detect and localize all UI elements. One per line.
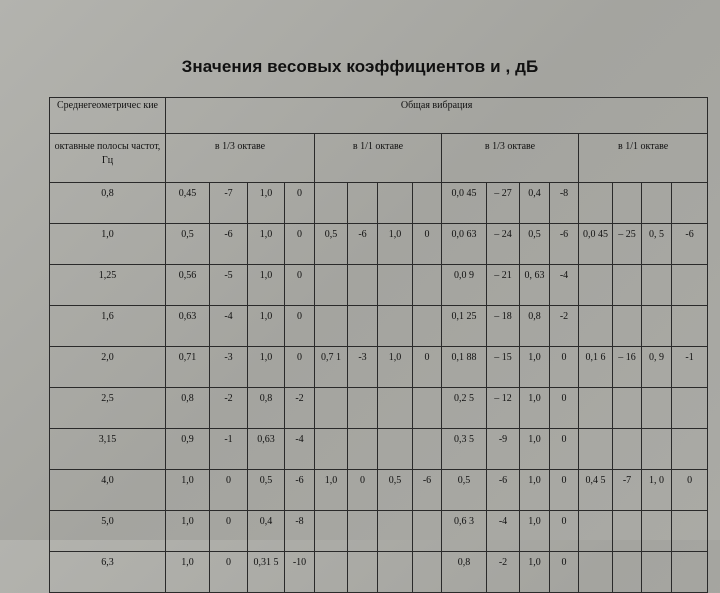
frequency-cell: 2,0 xyxy=(50,347,166,388)
table-cell: 0,31 5 xyxy=(248,552,285,593)
table-cell xyxy=(348,183,378,224)
table-cell: -2 xyxy=(210,388,248,429)
table-cell: -8 xyxy=(550,183,579,224)
table-cell: 0 xyxy=(550,347,579,388)
table-cell: 0,4 xyxy=(248,511,285,552)
table-cell: 1,0 xyxy=(248,306,285,347)
table-cell: -4 xyxy=(285,429,315,470)
table-cell xyxy=(579,429,613,470)
table-cell xyxy=(613,552,642,593)
table-cell xyxy=(642,306,672,347)
table-cell xyxy=(672,388,708,429)
table-cell: 0 xyxy=(285,265,315,306)
table-cell xyxy=(579,552,613,593)
table-cell: 0,63 xyxy=(166,306,210,347)
frequency-cell: 5,0 xyxy=(50,511,166,552)
table-cell: -6 xyxy=(413,470,442,511)
table-cell: – 15 xyxy=(487,347,520,388)
table-cell: -8 xyxy=(285,511,315,552)
table-cell: 0,8 xyxy=(166,388,210,429)
table-cell: 0,56 xyxy=(166,265,210,306)
table-cell: 0 xyxy=(285,183,315,224)
frequency-cell: 1,6 xyxy=(50,306,166,347)
table-cell xyxy=(413,265,442,306)
table-cell xyxy=(413,306,442,347)
header-group-1: в 1/3 октаве xyxy=(166,134,315,183)
table-cell: 1,0 xyxy=(315,470,348,511)
table-cell xyxy=(672,511,708,552)
table-cell xyxy=(642,388,672,429)
table-cell: 0 xyxy=(210,552,248,593)
table-row xyxy=(50,347,708,388)
table-cell: 1,0 xyxy=(248,347,285,388)
table-cell: -4 xyxy=(210,306,248,347)
table-cell: -6 xyxy=(550,224,579,265)
table-cell: 1,0 xyxy=(520,470,550,511)
header-span-general-vibration: Общая вибрация xyxy=(166,98,708,134)
table-cell xyxy=(642,429,672,470)
table-cell: -3 xyxy=(210,347,248,388)
table-cell: -6 xyxy=(210,224,248,265)
table-cell: 1, 0 xyxy=(642,470,672,511)
table-cell: 0,8 xyxy=(520,306,550,347)
table-cell xyxy=(413,552,442,593)
table-cell xyxy=(378,265,413,306)
table-cell xyxy=(642,552,672,593)
table-cell: 0,45 xyxy=(166,183,210,224)
frequency-cell: 3,15 xyxy=(50,429,166,470)
table-cell xyxy=(579,183,613,224)
table-cell: 0,5 xyxy=(442,470,487,511)
table-cell: 1,0 xyxy=(166,552,210,593)
table-cell xyxy=(315,552,348,593)
table-cell xyxy=(579,306,613,347)
frequency-cell: 6,3 xyxy=(50,552,166,593)
table-cell xyxy=(413,429,442,470)
table-cell: 1,0 xyxy=(248,183,285,224)
table-cell: 1,0 xyxy=(520,388,550,429)
table-cell xyxy=(672,429,708,470)
table-cell: 1,0 xyxy=(166,470,210,511)
table-cell xyxy=(348,552,378,593)
table-cell: 0 xyxy=(550,388,579,429)
table-cell: -4 xyxy=(487,511,520,552)
table-cell xyxy=(672,306,708,347)
header-col0-line2: октавные полосы частот, Гц xyxy=(50,134,166,183)
table-cell: -3 xyxy=(348,347,378,388)
table-cell xyxy=(672,265,708,306)
header-col0-line1: Среднегеометричес кие xyxy=(50,98,166,134)
table-cell: 0 xyxy=(550,511,579,552)
table-cell: 0,71 xyxy=(166,347,210,388)
table-cell: 0 xyxy=(285,347,315,388)
table-cell xyxy=(613,265,642,306)
table-cell xyxy=(348,306,378,347)
frequency-cell: 1,25 xyxy=(50,265,166,306)
table-cell: -6 xyxy=(487,470,520,511)
table-cell: 0,5 xyxy=(520,224,550,265)
table-cell: -6 xyxy=(672,224,708,265)
table-cell: 0,7 1 xyxy=(315,347,348,388)
table-cell xyxy=(315,388,348,429)
table-cell xyxy=(315,511,348,552)
table-row xyxy=(50,511,708,552)
table-cell: -2 xyxy=(487,552,520,593)
table-cell: 0,0 63 xyxy=(442,224,487,265)
frequency-cell: 4,0 xyxy=(50,470,166,511)
table-cell: -9 xyxy=(487,429,520,470)
table-cell: -7 xyxy=(210,183,248,224)
table-cell xyxy=(315,183,348,224)
table-cell: 0,1 25 xyxy=(442,306,487,347)
table-cell xyxy=(378,511,413,552)
table-cell: 0 xyxy=(210,470,248,511)
table-cell: 0,1 6 xyxy=(579,347,613,388)
table-cell xyxy=(642,265,672,306)
table-cell: 0 xyxy=(550,429,579,470)
table-cell: 0 xyxy=(210,511,248,552)
table-cell: 0 xyxy=(285,224,315,265)
table-cell: 1,0 xyxy=(166,511,210,552)
table-cell: -7 xyxy=(613,470,642,511)
table-cell: -4 xyxy=(550,265,579,306)
table-cell: 0,5 xyxy=(248,470,285,511)
table-cell: – 18 xyxy=(487,306,520,347)
table-row xyxy=(50,429,708,470)
frequency-cell: 0,8 xyxy=(50,183,166,224)
table-cell xyxy=(413,183,442,224)
header-group-3: в 1/3 октаве xyxy=(442,134,579,183)
table-cell: 0,0 9 xyxy=(442,265,487,306)
header-group-2: в 1/1 октаве xyxy=(315,134,442,183)
table-cell: – 12 xyxy=(487,388,520,429)
table-cell: 0 xyxy=(672,470,708,511)
table-cell: 0,8 xyxy=(248,388,285,429)
table-cell: – 25 xyxy=(613,224,642,265)
table-cell: 1,0 xyxy=(378,224,413,265)
table-cell: 1,0 xyxy=(248,224,285,265)
table-cell: 1,0 xyxy=(520,511,550,552)
table-cell xyxy=(672,183,708,224)
table-cell: -6 xyxy=(348,224,378,265)
weighting-table xyxy=(49,97,708,593)
table-row xyxy=(50,265,708,306)
table-cell: -1 xyxy=(672,347,708,388)
table-cell xyxy=(613,183,642,224)
frequency-cell: 1,0 xyxy=(50,224,166,265)
table-cell: – 27 xyxy=(487,183,520,224)
slide-title: Значения весовых коэффициентов и , дБ xyxy=(181,57,539,76)
table-cell xyxy=(642,183,672,224)
table-cell xyxy=(613,511,642,552)
table-cell: 0,1 88 xyxy=(442,347,487,388)
table-cell: -2 xyxy=(285,388,315,429)
table-cell: – 24 xyxy=(487,224,520,265)
table-cell xyxy=(315,265,348,306)
table-cell: 0,8 xyxy=(442,552,487,593)
table-cell: 0, 63 xyxy=(520,265,550,306)
table-cell xyxy=(348,511,378,552)
table-row xyxy=(50,470,708,511)
table-cell: 0,5 xyxy=(315,224,348,265)
table-cell xyxy=(579,265,613,306)
table-cell xyxy=(315,429,348,470)
table-cell: 0 xyxy=(550,552,579,593)
table-row xyxy=(50,224,708,265)
table-cell: 0 xyxy=(550,470,579,511)
table-cell: 0,4 xyxy=(520,183,550,224)
table-cell xyxy=(348,429,378,470)
table-cell: 1,0 xyxy=(520,429,550,470)
table-cell xyxy=(413,388,442,429)
table-cell: 0,6 3 xyxy=(442,511,487,552)
table-cell: 0,9 xyxy=(166,429,210,470)
header-row-2 xyxy=(50,134,708,183)
table-cell: -2 xyxy=(550,306,579,347)
table-cell: – 16 xyxy=(613,347,642,388)
table-cell xyxy=(378,388,413,429)
table-cell xyxy=(378,306,413,347)
table-cell: 0,63 xyxy=(248,429,285,470)
table-cell: 0,3 5 xyxy=(442,429,487,470)
table-row xyxy=(50,552,708,593)
table-cell: 1,0 xyxy=(248,265,285,306)
table-row xyxy=(50,306,708,347)
table-cell: 0,4 5 xyxy=(579,470,613,511)
table-cell: 1,0 xyxy=(520,347,550,388)
table-cell xyxy=(378,552,413,593)
table-cell xyxy=(348,265,378,306)
header-group-4: в 1/1 октаве xyxy=(579,134,708,183)
table-cell: 0 xyxy=(285,306,315,347)
table-cell xyxy=(672,552,708,593)
table-row xyxy=(50,183,708,224)
table-cell xyxy=(378,429,413,470)
table-cell xyxy=(613,306,642,347)
table-cell xyxy=(579,511,613,552)
table-cell: -10 xyxy=(285,552,315,593)
table-cell: 0, 9 xyxy=(642,347,672,388)
table-cell xyxy=(413,511,442,552)
table-cell: -5 xyxy=(210,265,248,306)
table-cell: 1,0 xyxy=(378,347,413,388)
table-cell: 0,0 45 xyxy=(579,224,613,265)
table-cell: – 21 xyxy=(487,265,520,306)
table-cell: 0,0 45 xyxy=(442,183,487,224)
header-row-1 xyxy=(50,98,708,134)
table-cell xyxy=(315,306,348,347)
table-cell: 0 xyxy=(348,470,378,511)
table-cell: 0 xyxy=(413,224,442,265)
table-cell: 0, 5 xyxy=(642,224,672,265)
table-cell: -6 xyxy=(285,470,315,511)
table-cell: 0,2 5 xyxy=(442,388,487,429)
table-cell: 1,0 xyxy=(520,552,550,593)
table-cell xyxy=(613,388,642,429)
table-cell xyxy=(348,388,378,429)
table-cell: -1 xyxy=(210,429,248,470)
table-cell: 0,5 xyxy=(166,224,210,265)
table-cell xyxy=(642,511,672,552)
frequency-cell: 2,5 xyxy=(50,388,166,429)
table-cell xyxy=(579,388,613,429)
table-row xyxy=(50,388,708,429)
table-cell xyxy=(378,183,413,224)
table-cell xyxy=(613,429,642,470)
table-cell: 0 xyxy=(413,347,442,388)
table-cell: 0,5 xyxy=(378,470,413,511)
